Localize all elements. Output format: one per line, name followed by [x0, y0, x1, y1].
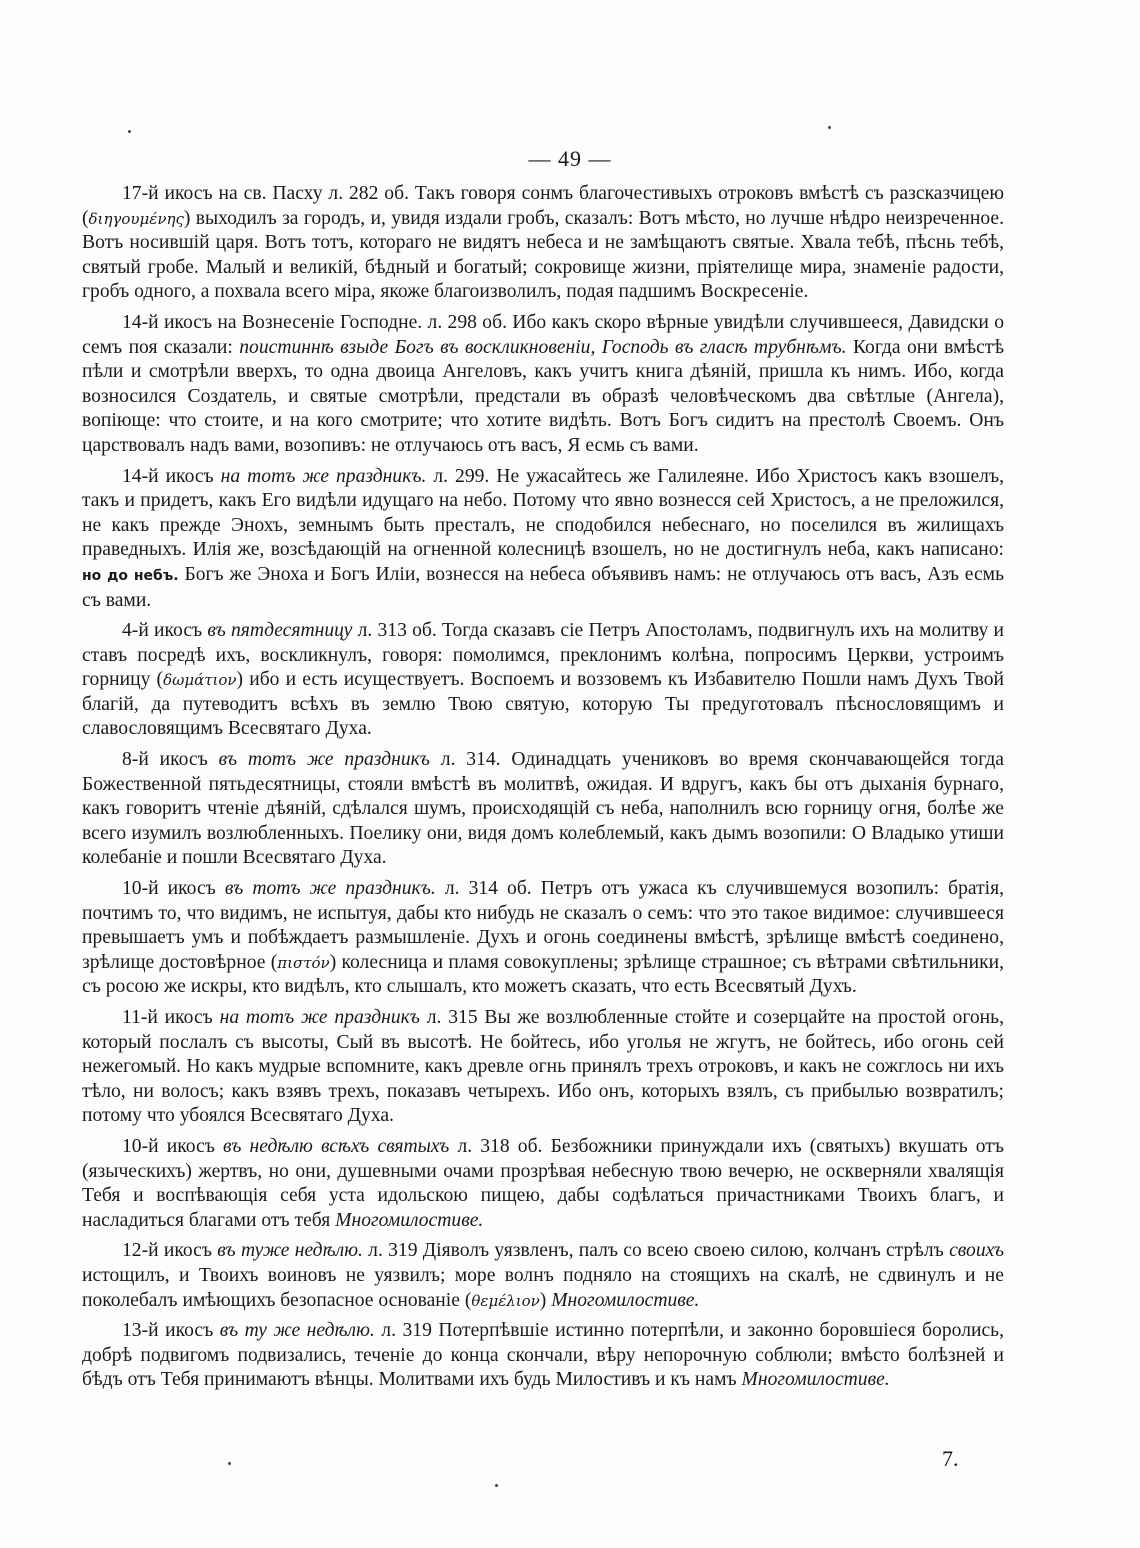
paragraph-ikos-11-same-feast: 11-й икосъ на тотъ же праздникъ л. 315 Вы же возлюбленные стойте и созерцайте на простой огонь, который послалъ съ высоты, Сый въ высотѣ. Не бойтесь, ибо уголья не жгутъ, не бойтесь, ибо огонь сей нежегомый. Но какъ мудрые вспомните, какъ древле огнь принялъ трехъ отроковъ, и какъ не сожглось ни ихъ тѣло, ни волосъ; какъ взявъ трехъ, показавъ четырехъ. Ибо онъ, которыхъ взялъ, съ прибылью возвратилъ; потому что убоялся Всесвятаго Духа. — [82, 1007, 1004, 1127]
italic-feast: въ тотъ же праздникъ. — [224, 878, 436, 900]
italic-feast: въ тотъ же праздникъ — [218, 749, 430, 771]
italic-feast: въ ту же недѣлю. — [219, 1320, 375, 1342]
paragraph-ikos-10-same-feast: 10-й икосъ въ тотъ же праздникъ. л. 314 об. Петръ отъ ужаса къ случившемуся возопилъ: братія, почтимъ то, что видимъ, не испытуя, дабы кто нибудь не сказалъ о семъ: что это такое видимое: случившееся превышаетъ умъ и побѣждаетъ размышленіе. Духъ и огонь соединены вмѣстѣ, зрѣлище вмѣстѣ соединено, зрѣлище достовѣрное (πιστόν) колесница и пламя совокуплены; зрѣлище страшное; съ вѣтрами свѣтильники, съ росою же искры, кто видѣлъ, кто слышалъ, кто можетъ сказать, что есть Всесвятый Духъ. — [82, 878, 1005, 998]
italic-quote: поистиннѣ взыде Богъ въ воскликновеніи, Господь въ гласѣ трубнѣмъ. — [239, 336, 847, 358]
bold-quote: но до небъ. — [82, 567, 179, 584]
page-number: — 49 — — [528, 146, 612, 171]
paragraph-ikos-17-easter: 17-й икосъ на св. Пасху л. 282 об. Такъ говоря сонмъ благочестивыхъ отроковъ вмѣстѣ съ разсказчицею (διηγουμένης) выходилъ за городъ, и, увидя издали гробъ, сказалъ: Вотъ мѣсто, но лучше нѣдро неизреченное. Вотъ носившій царя. Вотъ тотъ, котораго не видятъ небеса и не замѣщаютъ святые. Хвала тебѣ, пѣснь тебѣ, святый гробе. Малый и великій, бѣдный и богатый; сокровище жизни, пріятелище мира, знаменіе радости, гробъ одного, а похвала всего міра, якоже благоизволилъ, подая падшимъ Воскресеніе. — [82, 183, 1004, 303]
greek-word: πιστόν — [277, 953, 330, 972]
paragraph-ikos-4-pentecost: 4-й икосъ въ пятдесятницу л. 313 об. Тогда сказавъ сіе Петръ Апостоламъ, подвигнулъ ихъ на молитву и ставъ посредѣ ихъ, воскликнулъ, говоря: помолимся, преклонимъ колѣна, попросимъ Церкви, устроимъ горницу (δωμάτιον) ибо и есть исуществуетъ. Воспоемъ и воззовемъ къ Избавителю Пошли намъ Духъ Твой благій, да путеводитъ всѣхъ въ землю Твою святую, которую Ты предуготовалъ пѣснословящимъ и славословящимъ Всесвятаго Духа. — [82, 620, 1004, 740]
paragraph-ikos-14-ascension: 14-й икосъ на Вознесеніе Господне. л. 298 об. Ибо какъ скоро вѣрные увидѣли случившееся, Давидски о семъ поя сказали: поистиннѣ взыде Богъ въ воскликновеніи, Господь въ гласѣ трубнѣмъ. Когда они вмѣстѣ пѣли и смотрѣли вверхъ, то одна двоица Ангеловъ, какъ учитъ книга дѣяній, пришла къ нимъ. Ибо, когда возносился Создатель, и святые смотрѣли, предстали въ образѣ человѣческомъ два свѣтлые (Ангела), вопіюще: что стоите, и на кого смотрите; что хотите видѣть. Вотъ Богъ сидитъ на престолѣ Своемъ. Онъ царствовалъ надъ вами, возопивъ: не отлучаюсь отъ васъ, Я есмь съ вами. — [82, 311, 1004, 456]
paragraph-ikos-8-same-feast: 8-й икосъ въ тотъ же праздникъ л. 314. Одинадцать учениковъ во время скончавающейся тогда Божественной пятьдесятницы, стояли вмѣстѣ въ молитвѣ, ожидая. И вдругъ, какъ бы отъ дыханія бурнаго, какъ говоритъ чтеніе дѣяній, сдѣлался шумъ, происходящій съ неба, наполнилъ всю горницу огня, болѣе же всего изумилъ возлюбленныхъ. Поелику они, видя домъ колеблемый, какъ дымъ возопили: О Владыко утиши колебаніе и пошли Всесвятаго Духа. — [82, 749, 1005, 869]
paragraph-ikos-10-all-saints: 10-й икосъ въ недѣлю всѣхъ святыхъ л. 318 об. Безбожники принуждали ихъ (святыхъ) вкушать отъ (языческихъ) жертвъ, но они, душевными очами прозрѣвая небесную твою вечерю, не оскверняли хвалящія Тебя и воспѣвающія себя уста идольскою пищею, дабы содѣлаться причастниками Твоихъ благъ, и насладиться благами отъ тебя Многомилостиве. — [82, 1135, 1005, 1231]
printer-signature-mark: 7. — [942, 1446, 959, 1471]
italic-feast: въ туже недѣлю. — [217, 1240, 363, 1262]
greek-word: διηγουμένης — [88, 209, 184, 228]
paragraph-ikos-14-same-feast: 14-й икосъ на тотъ же праздникъ. л. 299. Не ужасайтесь же Галилеяне. Ибо Христосъ какъ взошелъ, такъ и придетъ, какъ Его видѣли идущаго на небо. Потому что явно вознесся сей Христосъ, а не преложился, не какъ прежде Энохъ, земнымъ быть престалъ, не сподобился небеснаго, но поселился въ жилищахъ праведныхъ. Илія же, возсѣдающій на огненной колесницѣ взошелъ, но не достигнулъ неба, какъ написано: но до небъ. Богъ же Эноха и Богъ Иліи, вознесся на небеса объявивъ намъ: не отлучаюсь отъ васъ, Азъ есмь съ вами. — [82, 465, 1005, 611]
paragraph-ikos-12-same-sunday: 12-й икосъ въ туже недѣлю. л. 319 Діяволъ уязвленъ, палъ со всею своею силою, колчанъ стрѣлъ своихъ истощилъ, и Твоихъ воиновъ не уязвилъ; море волнъ подняло на стоящихъ на скалѣ, не сдвинулъ и не поколебалъ имѣющихъ безопасное основаніе (θεμέλιον) Многомилостиве. — [82, 1240, 1005, 1311]
italic-feast: на тотъ же праздникъ. — [220, 465, 427, 487]
italic-closing: Многомилостиве. — [551, 1289, 700, 1311]
scan-speck — [495, 1484, 498, 1487]
italic-closing: Многомилостиве. — [741, 1369, 890, 1391]
italic-feast: на тотъ же праздникъ — [219, 1007, 420, 1028]
greek-word: δωμάτιον — [163, 671, 237, 690]
italic-word: своихъ — [949, 1240, 1005, 1262]
scan-speck — [128, 130, 131, 133]
greek-word: θεμέλιον — [471, 1291, 540, 1310]
scan-speck — [828, 126, 831, 129]
scan-speck — [228, 1462, 231, 1465]
italic-feast: въ пятдесятницу — [207, 620, 353, 642]
italic-closing: Многомилостиве. — [335, 1209, 484, 1231]
paragraph-ikos-13-same-sunday: 13-й икосъ въ ту же недѣлю. л. 319 Потерпѣвшіе истинно потерпѣли, и законно боровшіеся боролись, добрѣ подвигомъ подвизались, теченіе до конца скончали, вѣру непорочную соблюли; вмѣсто болѣзней и бѣдъ отъ Тебя принимаютъ вѣнцы. Молитвами ихъ будь Милостивъ и къ намъ Многомилостиве. — [82, 1320, 1004, 1391]
italic-feast: въ недѣлю всѣхъ святыхъ — [223, 1135, 450, 1157]
main-text — [82, 182, 1004, 1399]
